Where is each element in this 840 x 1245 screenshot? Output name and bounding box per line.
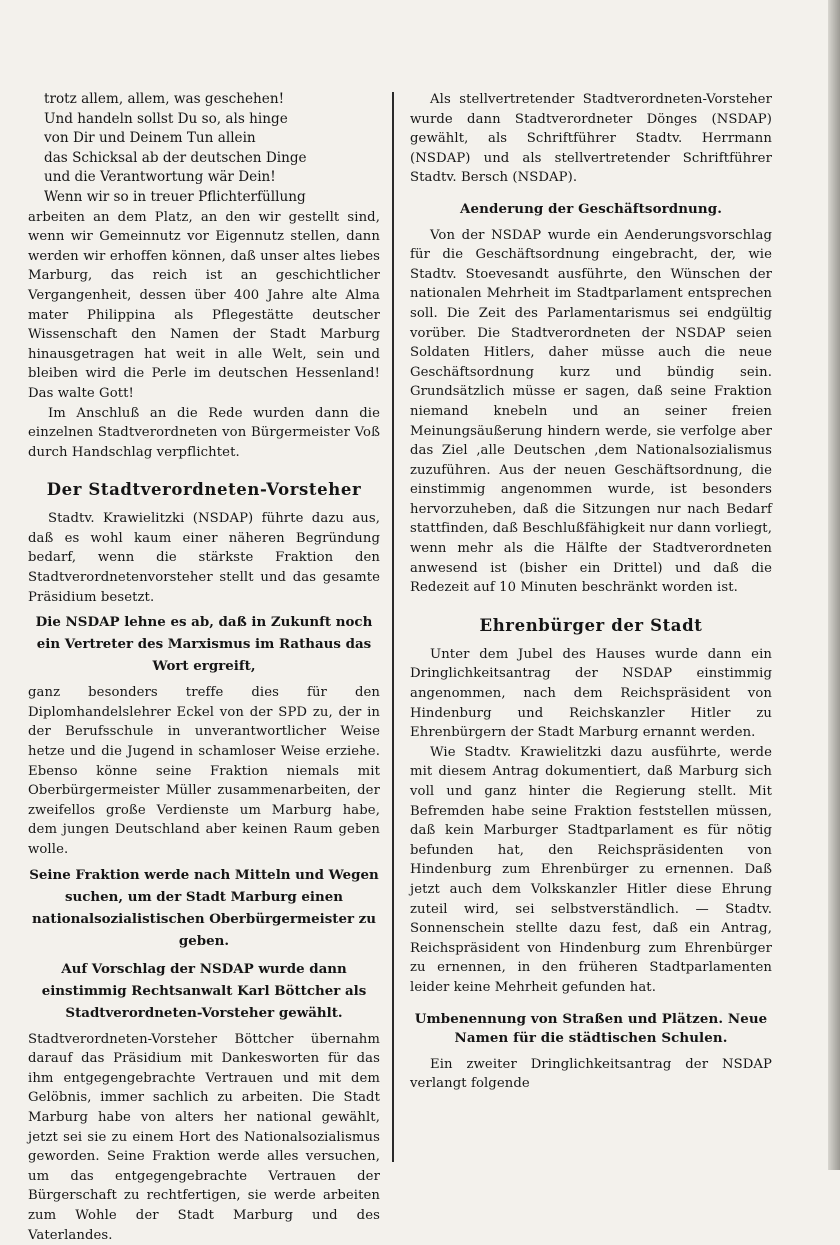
section-heading-ehrenbuerger: Ehrenbürger der Stadt: [479, 615, 703, 635]
section-heading-vorsteher: Der Stadtverordneten-Vorsteher: [46, 480, 362, 500]
paragraph-geschaeftsordnung: Von der NSDAP wurde ein Aenderungsvorschlag für die Geschäftsordnung eingebracht, der, wie Stadtv. Stoevesandt ausführte, den Wünschen der nationalen Mehrheit im Stadtparlament entsprechen soll. Die Zeit des Parlamentarismus sei endgültig vorüber. Die Stadtverordneten der NSDAP seien Soldaten Hitlers, daher müsse auch die neue Geschäftsordnung kurz und bündig sein. Grundsätzlich müsse er sagen, daß seine Fraktion niemand knebeln und an seiner freien Meinungsäußerung hindern werde, sie verfolge aber das Ziel ‚alle Deutschen ‚dem Nationalsozialismus zuzuführen. Aus der neuen Geschäftsordnung, die einstimmig angenommen wurde, ist besonders hervorzuheben, daß die Sitzungen nur nach Bedarf stattfinden, daß Beschlußfähigkeit nur dann vorliegt, wenn mehr als die Hälfte der Stadtverordneten anwesend ist (bisher ein Drittel) und daß die Redezeit auf 10 Minuten beschränkt worden ist.: [410, 227, 772, 596]
paragraph-eckel: ganz besonders treffe dies für den Diplomhandelslehrer Eckel von der SPD zu, der in der Berufsschule in unverantwortlicher Weise hetze und die Jugend in schamloser Weise erziehe. Ebenso könne seine Fraktion niemals mit Oberbürgermeister Müller zusammenarbeiten, der zweifellos große Verdienste um Marburg habe, dem jungen Deutschland aber keinen Raum geben wolle.: [28, 685, 380, 857]
poem-verse: [28, 90, 380, 208]
column-rule: [392, 92, 394, 1162]
paragraph-boettcher: Stadtverordneten-Vorsteher Böttcher übernahm darauf das Präsidium mit Dankesworten für das ihm entgegengebrachte Vertrauen und mit dem Gelöbnis, immer sachlich zu arbeiten. Die Stadt Marburg habe von alters her national gewählt, jetzt sei sie zu einem Hort des Nationalsozialismus geworden. Seine Fraktion werde alles versuchen, um das entgegengebrachte Vertrauen der Bürgerschaft zu rechtfertigen, sie werde arbeiten zum Wohle der Stadt Marburg und des Vaterlandes.: [28, 1031, 380, 1243]
left-column: [28, 90, 380, 1245]
bold-statement-election: Auf Vorschlag der NSDAP wurde dann einstimmig Rechtsanwalt Karl Böttcher als Stadtverordneten-Vorsteher gewählt.: [41, 960, 367, 1021]
subheading-geschaeftsordnung: Aenderung der Geschäftsordnung.: [460, 200, 722, 217]
poem-line: von Dir und Deinem Tun allein: [44, 130, 256, 147]
paragraph-deputies: Als stellvertretender Stadtverordneten-Vorsteher wurde dann Stadtverordneter Dönges (NSDAP) gewählt, als Schriftführer Stadtv. Herrmann (NSDAP) und als stellvertretender Schriftführer Stadtv. Bersch (NSDAP).: [410, 92, 772, 186]
poem-line: trotz allem, allem, was geschehen!: [44, 91, 285, 107]
poem-line: das Schicksal ab der deutschen Dinge: [44, 149, 307, 166]
bold-statement-oberbuergermeister: Seine Fraktion werde nach Mitteln und Wegen suchen, um der Stadt Marburg einen nationalsozialistischen Oberbürgermeister zu geben.: [29, 866, 379, 949]
poem-line: und die Verantwortung wär Dein!: [44, 169, 276, 186]
paragraph-dringlichkeitsantrag: Unter dem Jubel des Hauses wurde dann ein Dringlichkeitsantrag der NSDAP einstimmig angenommen, nach dem Reichspräsident von Hindenburg und Reichskanzler Hitler zu Ehrenbürgern der Stadt Marburg ernannt werden.: [410, 646, 772, 741]
paragraph-oath: Im Anschluß an die Rede wurden dann die einzelnen Stadtverordneten von Bürgermeister Voß durch Handschlag verpflichtet.: [28, 405, 380, 460]
poem-line: Und handeln sollst Du so, als hinge: [44, 110, 288, 127]
bold-statement-marxism: Die NSDAP lehne es ab, daß in Zukunft noch ein Vertreter des Marxismus im Rathaus das Wort ergreift,: [35, 614, 373, 675]
page-edge: [828, 0, 840, 1170]
right-column: [410, 90, 772, 1094]
paragraph-second-motion: Ein zweiter Dringlichkeitsantrag der NSDAP verlangt folgende: [410, 1056, 772, 1092]
poem-line: Wenn wir so in treuer Pflichterfüllung: [44, 188, 306, 205]
paragraph-ehrenbuerger-discussion: Wie Stadtv. Krawielitzki dazu ausführte, werde mit diesem Antrag dokumentiert, daß Marburg sich voll und ganz hinter die Regierung stellt. Mit Befremden habe seine Fraktion feststellen müssen, daß kein Marburger Stadtparlament es für nötig befunden hat, den Reichspräsidenten von Hindenburg zum Ehrenbürger zu ernennen. Daß jetzt auch dem Volkskanzler Hitler diese Ehrung zuteil wird, sei selbstverständlich. — Stadtv. Sonnenschein stellte dazu fest, daß ein Antrag, Reichspräsident von Hindenburg zum Ehrenbürger zu ernennen, in den früheren Stadtparlamenten leider keine Mehrheit gefunden hat.: [410, 744, 772, 995]
paragraph-closing-speech: arbeiten an dem Platz, an den wir gestellt sind, wenn wir Gemeinnutz vor Eigennutz stellen, dann werden wir erhoffen können, daß unser altes liebes Marburg, das reich ist an geschichtlicher Vergangenheit, dessen über 400 Jahre alte Alma mater Philippina als Pflegestätte deutscher Wissenschaft den Namen der Stadt Marburg hinausgetragen hat weit in alle Welt, sein und bleiben wird die Perle im deutschen Hessenland! Das walte Gott!: [28, 209, 380, 401]
subheading-strassen-schulen: Umbenennung von Straßen und Plätzen. Neue Namen für die städtischen Schulen.: [414, 1010, 768, 1047]
paragraph-krawielitzki: Stadtv. Krawielitzki (NSDAP) führte dazu aus, daß es wohl kaum einer näheren Begründung bedarf, wenn die stärkste Fraktion den Stadtverordnetenvorsteher stellt und das gesamte Präsidium besetzt.: [28, 511, 380, 605]
